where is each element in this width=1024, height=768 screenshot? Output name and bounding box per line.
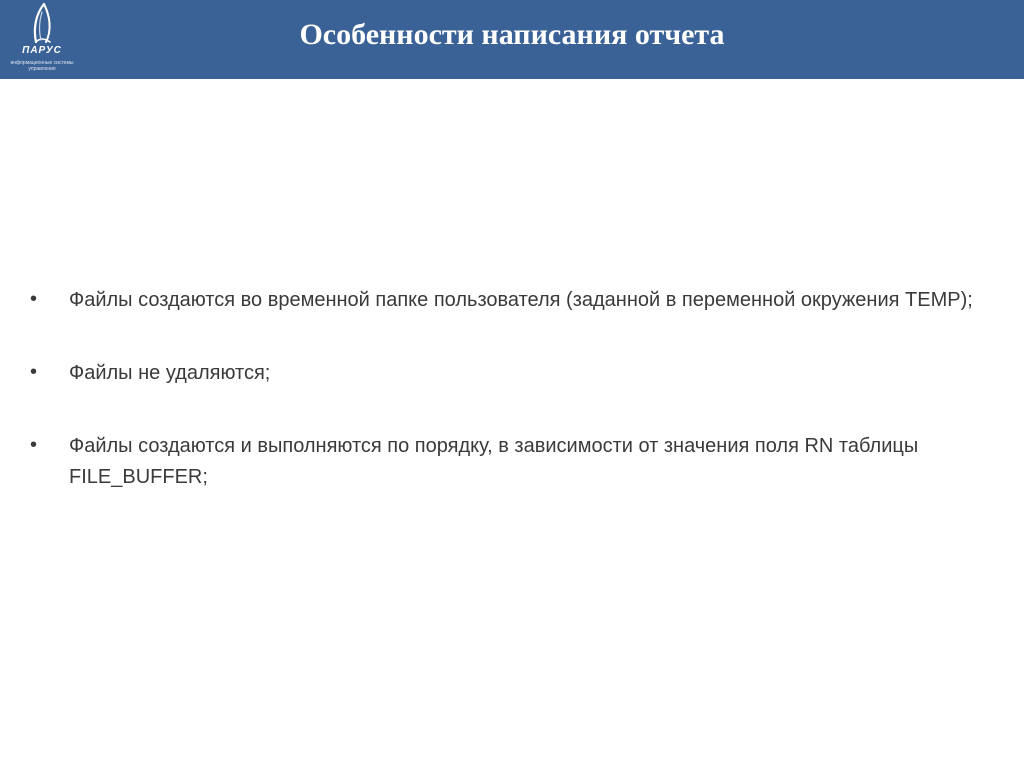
- logo-name: ПАРУС: [22, 45, 62, 56]
- bullet-text: Файлы создаются и выполняются по порядку, в зависимости от значения поля RN таблицы FILE_BUFFER;: [69, 435, 919, 488]
- sail-logo-icon: [30, 2, 56, 46]
- parus-logo: [4, 2, 80, 76]
- slide-title: Особенности написания отчета: [299, 18, 725, 51]
- header-bar: [0, 0, 1024, 79]
- bullet-text: Файлы не удаляются;: [69, 362, 271, 384]
- bullet-marker: •: [30, 361, 38, 383]
- logo-tagline-line-1: информационные системы: [10, 60, 74, 66]
- bullet-item: [30, 358, 990, 389]
- bullet-item: [30, 285, 990, 316]
- bullet-item: [30, 431, 990, 493]
- bullet-marker: •: [30, 434, 38, 456]
- logo-tagline-line-2: управления: [28, 66, 56, 72]
- logo-tagline: [4, 60, 80, 72]
- bullet-marker: •: [30, 288, 38, 310]
- bullet-text: Файлы создаются во временной папке пользователя (заданной в переменной окружения TEMP);: [69, 289, 973, 311]
- bullet-list: [30, 285, 990, 535]
